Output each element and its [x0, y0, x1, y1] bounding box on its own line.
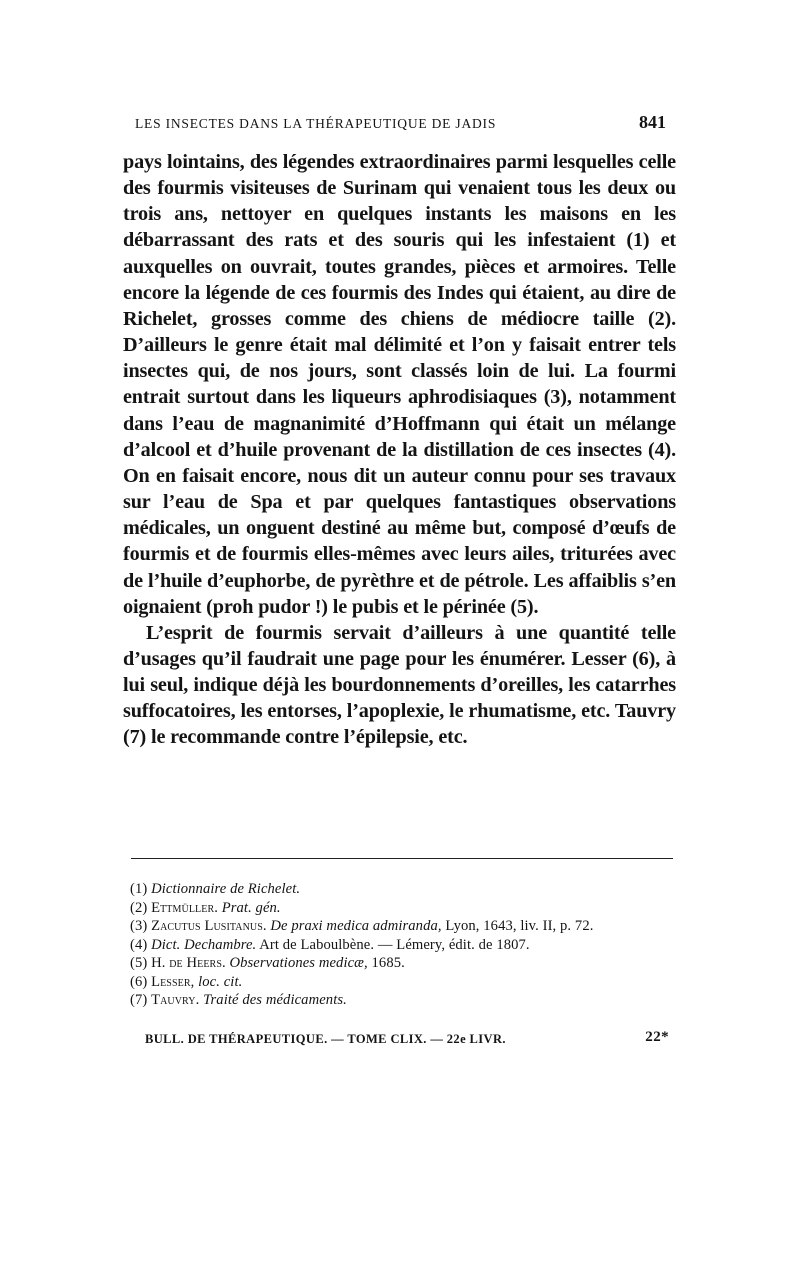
footnote-author: Tauvry.: [151, 992, 200, 1008]
footnote: [123, 936, 676, 955]
footnote-mark: (5): [130, 955, 148, 971]
footnote-mark: (4): [130, 936, 148, 953]
footnote: [123, 917, 676, 936]
footnote-title: Observationes medicæ,: [229, 955, 368, 971]
footnote-mark: (6): [130, 973, 148, 990]
footnote-detail: Lyon, 1643, liv. II, p. 72.: [445, 918, 594, 934]
footnote-author: H. de Heers.: [151, 955, 226, 971]
page-number: 841: [639, 112, 666, 132]
footnote: [123, 899, 676, 918]
footnote-mark: (2): [130, 899, 148, 916]
footnote: [123, 973, 676, 992]
footnote-title: Prat. gén.: [221, 899, 281, 916]
document-page: [123, 0, 676, 1262]
running-head: [135, 110, 666, 140]
footnote-title: De praxi medica admiranda,: [270, 918, 442, 934]
page-footer: [145, 1029, 669, 1051]
footnote-author: Ettmüller.: [151, 899, 218, 916]
footnote-detail: Art de Laboulbène. — Lémery, édit. de 1807.: [259, 936, 530, 953]
body-text: [123, 149, 676, 751]
footnote-title: Dictionnaire de Richelet.: [151, 881, 301, 897]
paragraph: L’esprit de fourmis servait d’ailleurs à une quantité telle d’usages qu’il faudrait une page pour les énumérer. Lesser (6), à lui seul, indique déjà les bourdonnements d’oreilles, les catarrhes suffocatoires, les entorses, l’apoplexie, le rhumatisme, etc. Tauvry (7) le recommande contre l’épilepsie, etc.: [123, 621, 676, 749]
footnote-mark: (3): [130, 918, 148, 934]
journal-line: BULL. DE THÉRAPEUTIQUE. — TOME CLIX. — 22e LIVR.: [145, 1032, 506, 1046]
footnote-author: Lesser,: [151, 973, 195, 990]
footnote-title: loc. cit.: [198, 973, 243, 990]
paragraph: pays lointains, des légendes extraordinaires parmi lesquelles celle des fourmis visiteuses de Surinam qui venaient tous les deux ou trois ans, nettoyer en quelques instants les maisons en les débarrassant des rats et des souris qui les infestaient (1) et auxquelles on ouvrait, toutes grandes, pièces et armoires. Telle encore la légende de ces fourmis des Indes qui étaient, au dire de Richelet, grosses comme des chiens de médiocre taille (2). D’ailleurs le genre était mal délimité et l’on y faisait entrer tels insectes qui, de nos jours, sont classés loin de lui. La fourmi entrait surtout dans les liqueurs aphrodisiaques (3), notamment dans l’eau de magnanimité d’Hoffmann qui était un mélange d’alcool et d’huile provenant de la distillation de ces insectes (4). On en faisait encore, nous dit un auteur connu pour ses travaux sur l’eau de Spa et par quelques fantastiques observations médicales, un onguent destiné au même but, composé d’œufs de fourmis et de fourmis elles-mêmes avec leurs ailes, triturées avec de l’huile d’euphorbe, de pyrèthre et de pétrole. Les affaiblis s’en oignaient (proh pudor !) le pubis et le périnée (5).: [123, 151, 676, 618]
footnote-detail: 1685.: [371, 955, 405, 971]
footnote-title: Traité des médicaments.: [203, 992, 347, 1008]
running-title: LES INSECTES DANS LA THÉRAPEUTIQUE DE JADIS: [135, 116, 497, 131]
footnote-mark: (7): [130, 992, 148, 1008]
footnote: [123, 954, 676, 973]
footnote-rule: [131, 858, 673, 859]
footnote: [123, 880, 676, 899]
footnote-mark: (1): [130, 881, 148, 897]
footnotes: [123, 880, 676, 1010]
signature-mark: 22*: [645, 1029, 669, 1045]
footnote: [123, 991, 676, 1010]
footnote-title: Dict. Dechambre.: [151, 936, 257, 953]
footnote-author: Zacutus Lusitanus.: [151, 918, 267, 934]
